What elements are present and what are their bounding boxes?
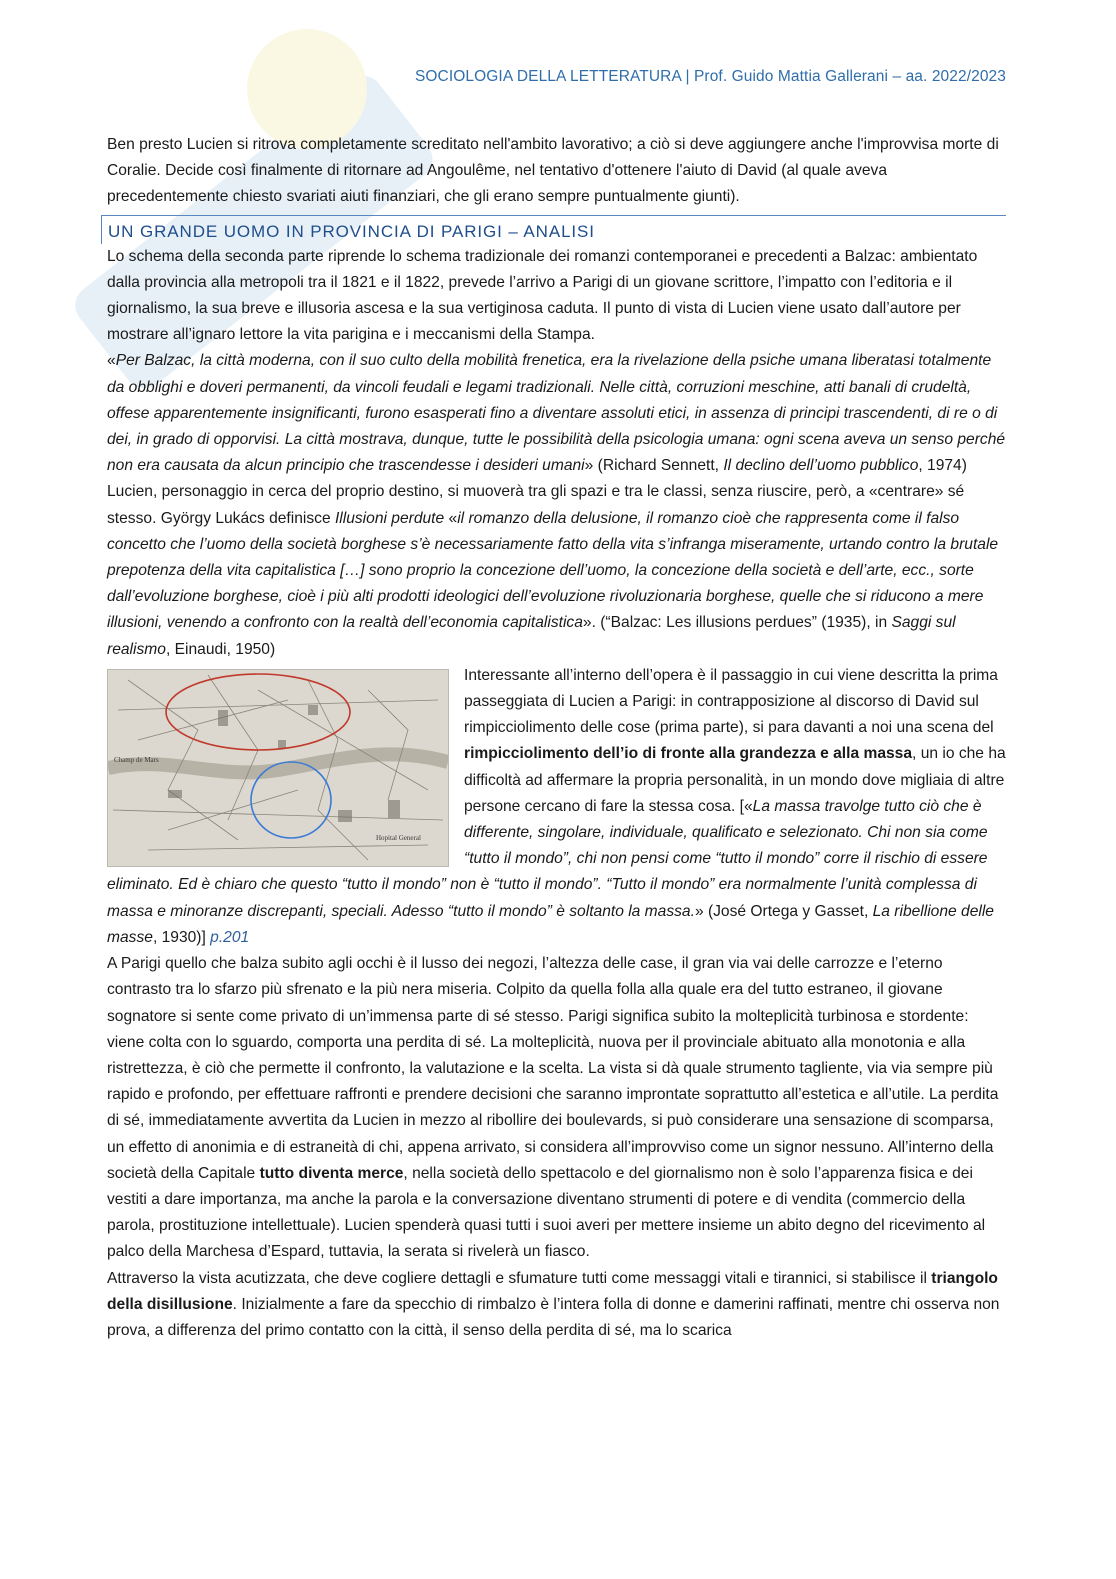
- map-label-hopital: Hopital General: [376, 833, 421, 842]
- intro-paragraph: Ben presto Lucien si ritrova completamente screditato nell'ambito lavorativo; a ciò si deve aggiungere anche l'improvvisa morte di Coralie. Decide così finalmente di ritornare ad Angoulême, nel tentativo d'ottenere l'aiuto di David (al quale aveva precedentemente chiesto svariati aiuti finanziari, che gli erano sempre puntualmente giunti).: [107, 136, 999, 206]
- paragraph-sennett-quote: «Per Balzac, la città moderna, con il suo culto della mobilità frenetica, era la rivelazione della psiche umana liberatasi totalmente da obblighi e doveri permanenti, da vincoli feudali e legami tradizionali. Nelle città, corruzioni meschine, atti banali di crudeltà, offese apparentemente insignificanti, furono esasperati fino a diventare assoluti etici, in assenza di principi trascendenti, di re o di dei, in grado di opporvisi. La città mostrava, dunque, tutte le possibilità della psicologia umana: ogni scena aveva un senso perché non era causata da alcun principio che trascendesse i desideri umani» (Richard Sennett, Il declino dell’uomo pubblico, 1974): [107, 352, 1006, 475]
- paragraph-parigi: A Parigi quello che balza subito agli occhi è il lusso dei negozi, l’altezza delle case, il gran via vai delle carrozze e l’eterno contrasto tra lo sfarzo più sfrenato e la più nera miseria. Colpito da quella folla alla quale era del tutto estraneo, il giovane sognatore si sente come privato di un’immensa parte di sé stesso. Parigi significa subito la molteplicità turbinosa e stordente: viene colta con lo sguardo, comporta una perdita di sé. La molteplicità, nuova per il provinciale abituato alla monotonia e alla ristrettezza, è ciò che permette il confronto, la valutazione e la scelta. La vista si dà quale strumento tagliente, via via sempre più rapido e profondo, per effettuare raffronti e prendere decisioni che saranno improntate soprattutto all’estetica e all’utile. La perdita di sé, immediatamente avvertita da Lucien in mezzo al ribollire dei boulevards, si può considerare una sensazione di scomparsa, un effetto di anonimia e di estraneità di chi, appena arrivato, si considera all’improvviso come un signor nessuno. All’interno della società della Capitale tutto diventa merce, nella società dello spettacolo e del giornalismo non è solo l’apparenza fisica e dei vestiti a dare importanza, ma anche la parola e la conversazione diventano strumenti di potere e di vendita (commercio della parola, prostituzione intellettuale). Lucien spenderà quasi tutti i suoi averi per mettere insieme un abito degno del ricevimento al palco della Marchesa d’Espard, tuttavia, la serata si rivelerà un fiasco.: [107, 955, 999, 1261]
- paragraph-triangolo: Attraverso la vista acutizzata, che deve cogliere dettagli e sfumature tutti come messaggi vitali e tirannici, si stabilisce il triangolo della disillusione. Inizialmente a fare da specchio di rimbalzo è l’intera folla di donne e damerini raffinati, mentre chi osserva non prova, a differenza del primo contatto con la città, il senso della perdita di sé, ma lo scarica: [107, 1269, 1000, 1339]
- map-label-champ: Champ de Mars: [114, 755, 159, 764]
- paris-map-image: [107, 669, 449, 867]
- paragraph-passeggiata: Interessante all’interno dell’opera è il passaggio in cui viene descritta la prima passeggiata di Lucien a Parigi: in contrapposizione al discorso di David sul rimpicciolimento delle cose (prima parte), si para davanti a noi una scena del rimpicciolimento dell’io di fronte alla grandezza e alla massa, un io che ha difficoltà ad affermare la propria personalità, in un mondo dove migliaia di altre persone cercano di fare la stessa cosa. [«La massa travolge tutto ciò che è differente, singolare, individuale, qualificato e selezionato. Chi non sia come “tutto il mondo”, chi non pensi come “tutto il mondo” corre il rischio di essere eliminato. Ed è chiaro che questo “tutto il mondo” non è “tutto il mondo”. “Tutto il mondo” era normalmente l’unità complessa di massa e minoranze discrepanti, speciali. Adesso “tutto il mondo” è soltanto la massa.» (José Ortega y Gasset, La ribellione delle masse, 1930)] p.201: [107, 666, 1006, 946]
- page-header: SOCIOLOGIA DELLA LETTERATURA | Prof. Guido Mattia Gallerani – aa. 2022/2023: [414, 68, 1006, 85]
- paragraph-lukacs: Lucien, personaggio in cerca del proprio destino, si muoverà tra gli spazi e tra le classi, senza riuscire, però, a «centrare» sé stesso. György Lukács definisce Illusioni perdute «il romanzo della delusione, il romanzo cioè che rappresenta come il falso concetto che l’uomo della società borghese s’è necessariamente fatto della vita s’infranga miseramente, urtando contro la brutale prepotenza della vita capitalistica […] sono proprio la concezione dell’uomo, la concezione della società e dell’arte, ecc., sorte dall’evoluzione borghese, cioè i più alti prodotti ideologici dell’evoluzione rivoluzionaria borghese, quelle che si riducono a mere illusioni, venendo a confronto con la realtà dell’economia capitalistica». (“Balzac: Les illusions perdues” (1935), in Saggi sul realismo, Einaudi, 1950): [107, 483, 999, 658]
- document-body: [107, 132, 1006, 1344]
- paragraph-schema: Lo schema della seconda parte riprende lo schema tradizionale dei romanzi contemporanei e precedenti a Balzac: ambientato dalla provincia alla metropoli tra il 1821 e il 1822, prevede l’arrivo a Parigi di un giovane scrittore, l’impatto con l’editoria e il giornalismo, la sua breve e illusoria ascesa e la sua vertiginosa caduta. Il punto di vista di Lucien viene usato dall’autore per mostrare all’ignaro lettore la vita parigina e i meccanismi della Stampa.: [107, 247, 978, 344]
- map-illustration: [108, 670, 448, 866]
- page-reference: p.201: [210, 928, 250, 946]
- section-heading: UN GRANDE UOMO IN PROVINCIA DI PARIGI – ANALISI: [101, 215, 1006, 244]
